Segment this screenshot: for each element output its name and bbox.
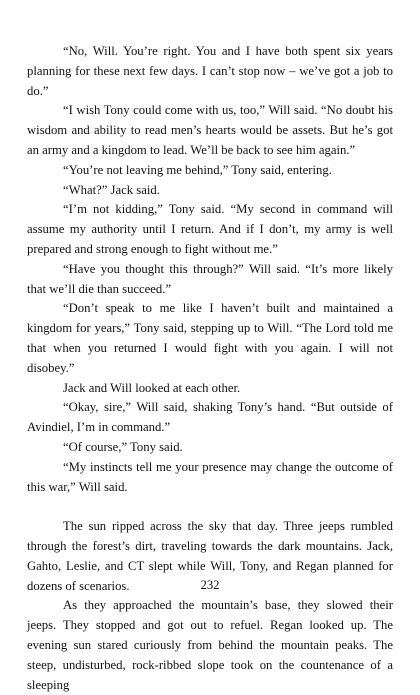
page-body bbox=[27, 42, 393, 695]
paragraph: “You’re not leaving me behind,” Tony said, entering. bbox=[63, 162, 332, 177]
paragraph: “I wish Tony could come with us, too,” Will said. “No doubt his wisdom and ability to read men’s hearts would be assets. But he’s got an army and a kingdom to lead. We’ll be back to see him again.” bbox=[27, 103, 393, 157]
paragraph: “I’m not kidding,” Tony said. “My second in command will assume my authority until I return. And if I don’t, my army is well prepared and strong enough to fight without me.” bbox=[27, 202, 393, 256]
paragraph: “What?” Jack said. bbox=[63, 182, 160, 197]
paragraph: Jack and Will looked at each other. bbox=[63, 380, 241, 395]
paragraph: “Of course,” Tony said. bbox=[63, 439, 183, 454]
paragraph: “Don’t speak to me like I haven’t built and maintained a kingdom for years,” Tony said, stepping up to Will. “The Lord told me that when you returned I would fight with you again. I will not disobey.” bbox=[27, 301, 393, 375]
paragraph: “Have you thought this through?” Will said. “It’s more likely that we’ll die than succeed.” bbox=[27, 261, 393, 296]
paragraph: “No, Will. You’re right. You and I have both spent six years planning for these next few days. I can’t stop now – we’ve got a job to do.” bbox=[27, 44, 393, 98]
paragraph-section-start: The sun ripped across the sky that day. Three jeeps rumbled through the forest’s dirt, traveling towards the dark mountains. Jack, Gahto, Leslie, and CT slept while Will, Tony, and Regan planned for dozens of scenarios. bbox=[27, 519, 393, 593]
paragraph: “Okay, sire,” Will said, shaking Tony’s hand. “But outside of Avindiel, I’m in command.” bbox=[27, 400, 393, 435]
paragraph: “My instincts tell me your presence may change the outcome of this war,” Will said. bbox=[27, 459, 393, 494]
paragraph: As they approached the mountain’s base, they slowed their jeeps. They stopped and got out to refuel. Regan looked up. The evening sun stared curiously from behind the mountain peaks. The steep, undisturbed, rock-ribbed slope took on the countenance of a sleeping bbox=[27, 598, 393, 692]
page-number: 232 bbox=[200, 578, 220, 592]
